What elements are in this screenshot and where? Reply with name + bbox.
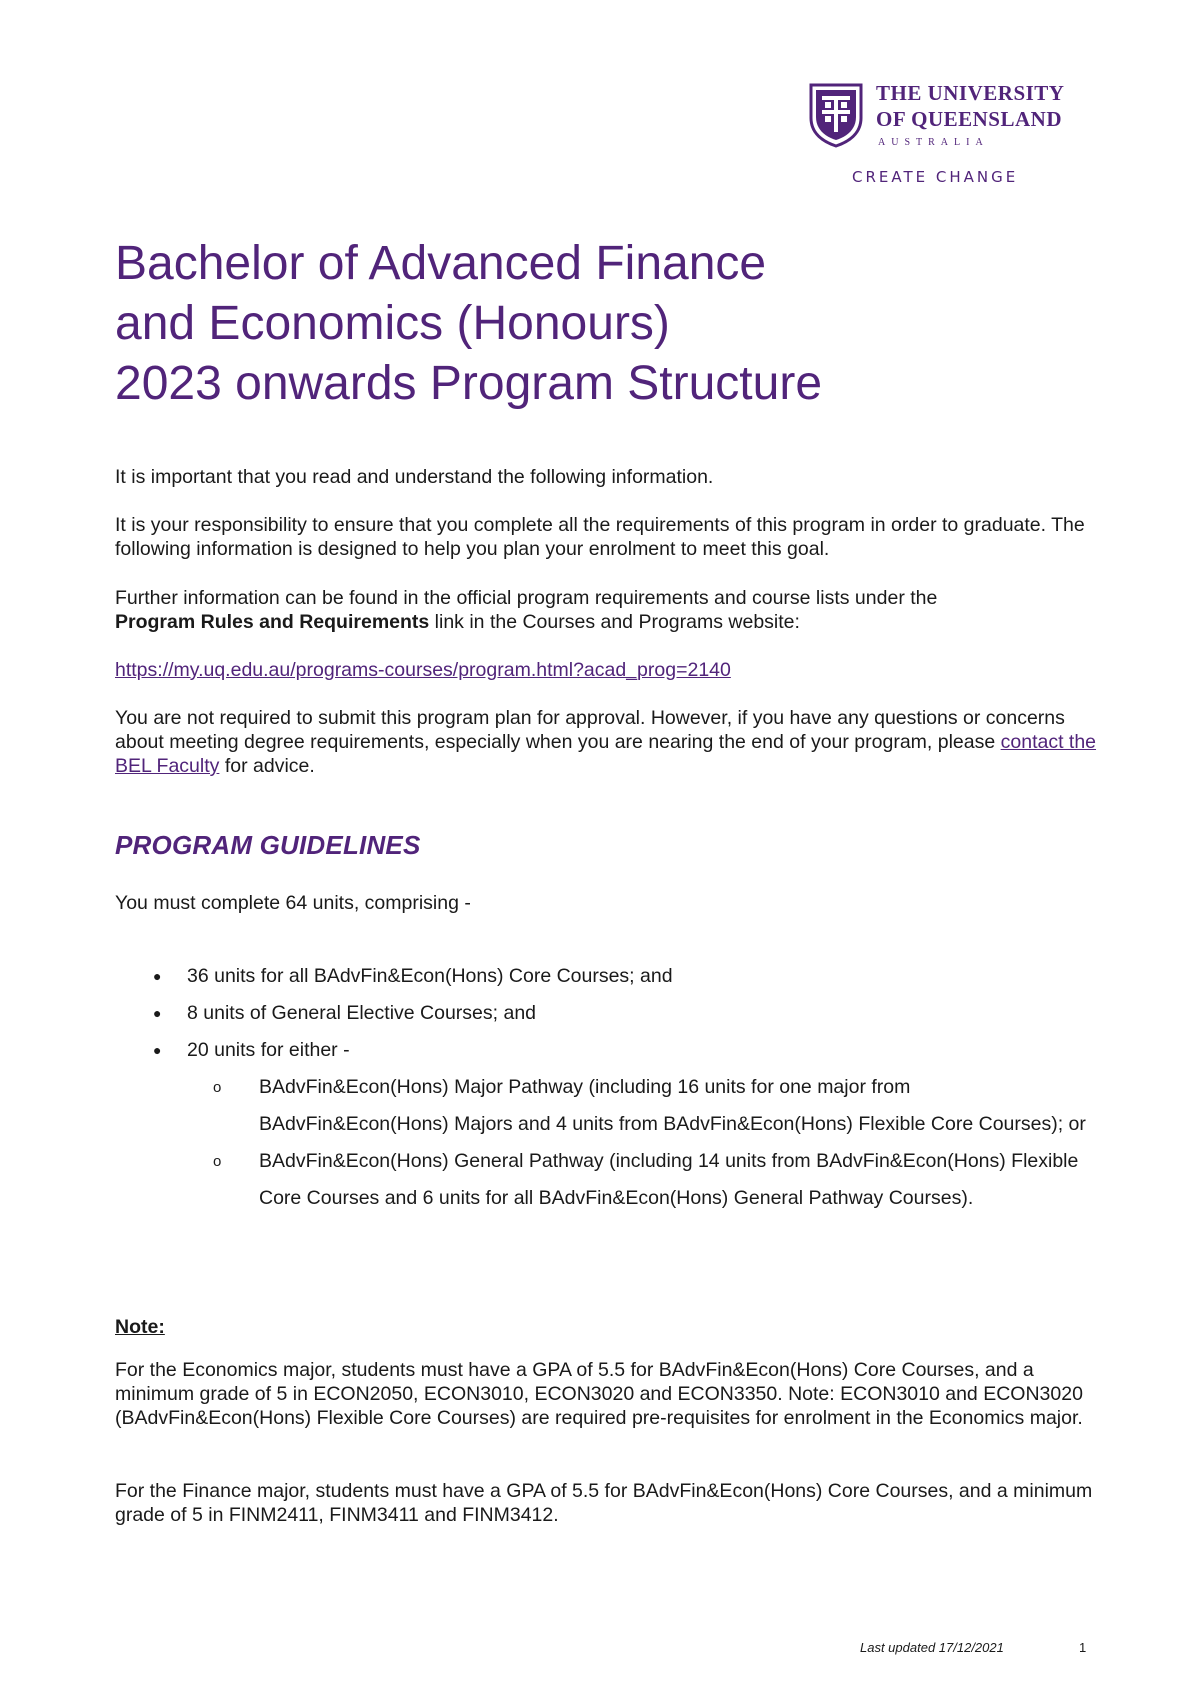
sublist-item [175, 1069, 1089, 1143]
title-line-1: Bachelor of Advanced Finance [115, 237, 767, 290]
program-url-paragraph [115, 658, 1105, 682]
logo-line-1: THE UNIVERSITY [876, 81, 1065, 105]
intro-p3-start: Further information can be found in the official program requirements and course lists under the [115, 587, 938, 609]
page-number: 1 [1079, 1640, 1087, 1655]
last-updated: Last updated 17/12/2021 [860, 1640, 1004, 1655]
guidelines-list [115, 958, 1115, 1217]
title-line-3: 2023 onwards Program Structure [115, 357, 823, 410]
logo-country: AUSTRALIA [878, 137, 989, 148]
list-item-text: 8 units of General Elective Courses; and [187, 1002, 537, 1024]
bullet-icon: ● [153, 1042, 162, 1058]
pathway-sublist [187, 1069, 1115, 1217]
bullet-icon: ● [153, 1005, 162, 1021]
sublist-item-text: BAdvFin&Econ(Hons) Major Pathway (including 16 units for one major from BAdvFin&Econ(Hons) Majors and 4 units from BAdvFin&Econ(Hons) Flexible Core Courses); or [259, 1076, 1086, 1135]
title-line-2: and Economics (Honours) [115, 297, 670, 350]
sublist-item [175, 1143, 1089, 1217]
intro-paragraph-1: It is important that you read and understand the following information. [115, 466, 714, 488]
list-item [115, 1032, 1115, 1217]
intro-p4-start: You are not required to submit this program plan for approval. However, if you have any questions or concerns about meeting degree requirements, especially when you are nearing the end of your program, please [115, 707, 1065, 753]
program-url-link[interactable]: https://my.uq.edu.au/programs-courses/program.html?acad_prog=2140 [115, 659, 731, 681]
intro-paragraph-3 [115, 586, 1105, 634]
uq-crest-icon [808, 82, 864, 148]
uq-logo [808, 80, 1068, 190]
program-rules-bold: Program Rules and Requirements [115, 611, 430, 633]
note-label: Note: [115, 1316, 165, 1338]
sublist-item-text: BAdvFin&Econ(Hons) General Pathway (including 14 units from BAdvFin&Econ(Hons) Flexible Core Courses and 6 units for all BAdvFin&Econ(Hons) General Pathway Courses). [259, 1150, 1079, 1209]
intro-p4-end: for advice. [219, 755, 315, 777]
hollow-bullet-icon: o [213, 1153, 222, 1170]
bullet-icon: ● [153, 968, 162, 984]
logo-tagline: CREATE CHANGE [852, 168, 1019, 186]
note-paragraph-1: For the Economics major, students must have a GPA of 5.5 for BAdvFin&Econ(Hons) Core Courses, and a minimum grade of 5 in ECON2050, ECON3010, ECON3020 and ECON3350. Note: ECON3010 and ECON3020 (BAdvFin&Econ(Hons) Flexible Core Courses) are required pre-requisites for enrolment in the Economics major. [115, 1359, 1083, 1429]
list-item-text: 36 units for all BAdvFin&Econ(Hons) Core Courses; and [187, 965, 673, 987]
intro-p3-end: link in the Courses and Programs website: [429, 611, 800, 633]
guidelines-intro: You must complete 64 units, comprising - [115, 892, 471, 914]
contact-bel-faculty-link[interactable]: contact the BEL Faculty [115, 731, 1097, 777]
page-title [115, 234, 1095, 414]
intro-paragraph-2: It is your responsibility to ensure that you complete all the requirements of this program in order to graduate. The following information is designed to help you plan your enrolment to meet this goal. [115, 514, 1085, 560]
intro-paragraph-4 [115, 706, 1105, 778]
logo-line-2: OF QUEENSLAND [876, 107, 1062, 131]
list-item [115, 995, 1115, 1032]
note-paragraph-2: For the Finance major, students must have a GPA of 5.5 for BAdvFin&Econ(Hons) Core Courses, and a minimum grade of 5 in FINM2411, FINM3411 and FINM3412. [115, 1480, 1093, 1526]
list-item-text: 20 units for either - [187, 1039, 350, 1061]
hollow-bullet-icon: o [213, 1079, 222, 1096]
list-item [115, 958, 1115, 995]
program-guidelines-heading: PROGRAM GUIDELINES [115, 830, 421, 860]
